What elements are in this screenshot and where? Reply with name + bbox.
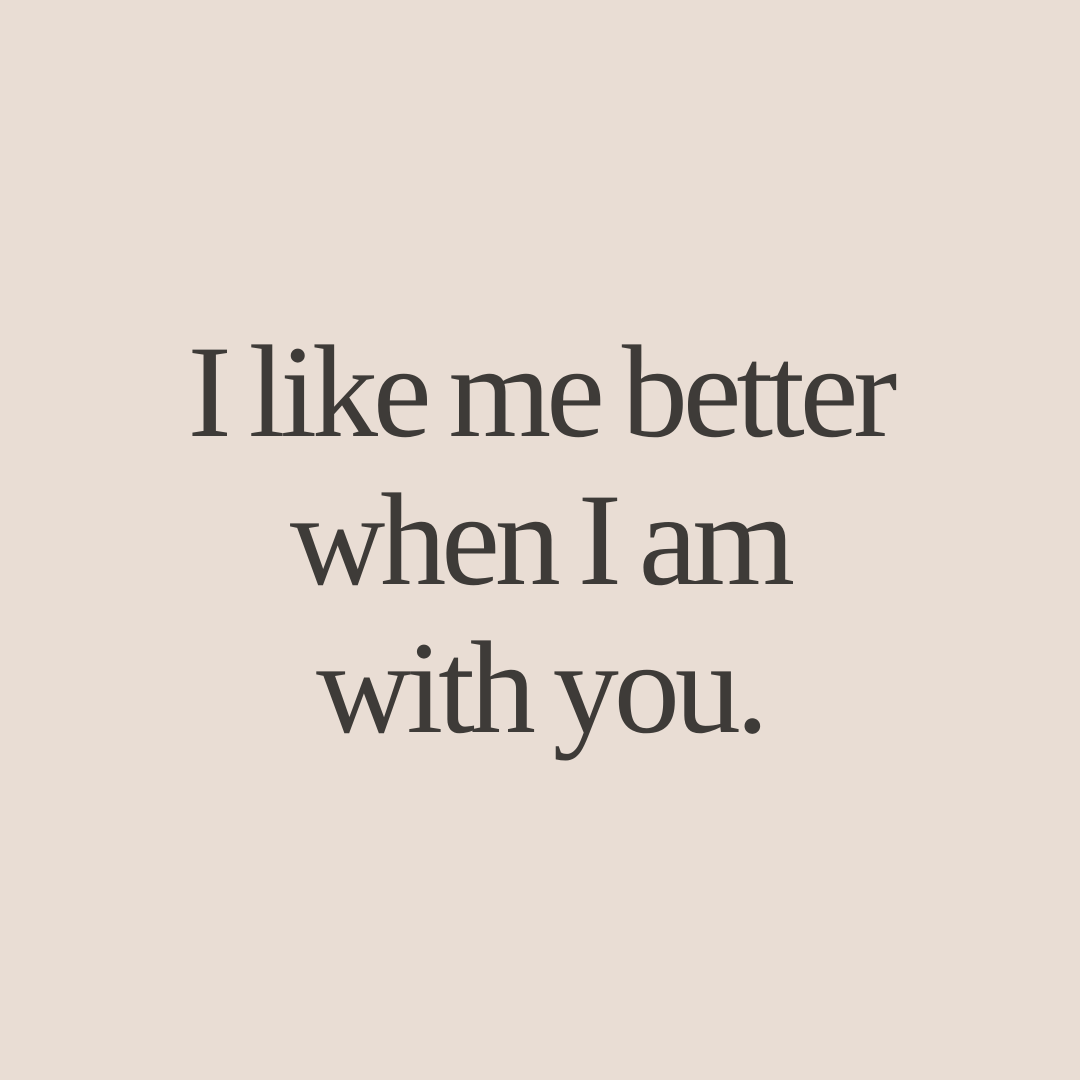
quote-line-2: when I am <box>289 466 791 613</box>
quote-text <box>0 318 1080 762</box>
quote-line-3: with you. <box>316 614 764 761</box>
quote-line-1: I like me better <box>187 318 893 465</box>
